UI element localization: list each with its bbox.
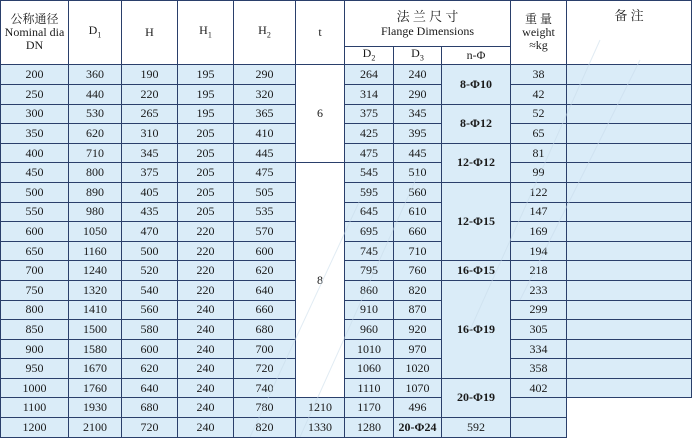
weight-cell: 402 xyxy=(511,378,567,398)
weight-cell: 218 xyxy=(511,261,567,281)
weight-cell: 169 xyxy=(511,222,567,242)
d1-cell: 890 xyxy=(69,182,122,202)
d2-header: $D_2$ xyxy=(345,47,394,65)
h-cell: 345 xyxy=(122,143,178,163)
h1-cell: 240 xyxy=(178,398,234,418)
dn-cell: 1000 xyxy=(1,378,69,398)
h2-cell: 660 xyxy=(234,300,296,320)
h1-cell: 195 xyxy=(178,65,234,85)
table-row xyxy=(1,202,692,222)
d1-cell: 2100 xyxy=(69,418,122,438)
h-cell: 435 xyxy=(122,202,178,222)
h-cell: 580 xyxy=(122,320,178,340)
d1-cell: 1160 xyxy=(69,241,122,261)
t-cell: 6 xyxy=(296,65,345,163)
d2-cell: 264 xyxy=(345,65,394,85)
dn-cell: 200 xyxy=(1,65,69,85)
remark-cell xyxy=(567,182,692,202)
weight-header xyxy=(511,1,567,65)
dn-cell: 700 xyxy=(1,261,69,281)
d3-cell: 760 xyxy=(394,261,442,281)
weight-header-cn: 重 量 xyxy=(525,12,553,27)
h1-cell: 195 xyxy=(178,104,234,124)
remark-cell xyxy=(567,104,692,124)
remark-cell xyxy=(567,143,692,163)
h-cell: 520 xyxy=(122,261,178,281)
h-cell: 470 xyxy=(122,222,178,242)
h1-cell: 205 xyxy=(178,143,234,163)
d3-cell: 970 xyxy=(394,339,442,359)
h1-cell: 205 xyxy=(178,124,234,144)
d2-cell: 1330 xyxy=(296,418,345,438)
d1-cell: 620 xyxy=(69,124,122,144)
h-cell: 540 xyxy=(122,280,178,300)
dn-cell: 800 xyxy=(1,300,69,320)
h1-cell: 220 xyxy=(178,280,234,300)
remark-cell xyxy=(567,124,692,144)
dn-cell: 350 xyxy=(1,124,69,144)
d1-cell: 800 xyxy=(69,163,122,183)
remark-cell xyxy=(567,280,692,300)
table-row xyxy=(1,300,692,320)
h2-header: $H_2$ xyxy=(234,1,296,65)
flange-header-en: Flange Dimensions xyxy=(381,24,474,38)
d3-cell: 510 xyxy=(394,163,442,183)
nphi-cell: 16-Φ15 xyxy=(442,261,511,281)
flange-header-cn: 法 兰 尺 寸 xyxy=(396,9,459,24)
table-row xyxy=(1,378,692,398)
h1-cell: 220 xyxy=(178,241,234,261)
weight-cell: 194 xyxy=(511,241,567,261)
d1-cell: 1670 xyxy=(69,359,122,379)
d2-cell: 795 xyxy=(345,261,394,281)
d3-cell: 240 xyxy=(394,65,442,85)
weight-cell: 233 xyxy=(511,280,567,300)
weight-cell: 65 xyxy=(511,124,567,144)
d1-cell: 1410 xyxy=(69,300,122,320)
h1-cell: 205 xyxy=(178,182,234,202)
header-row-1 xyxy=(1,1,692,47)
dn-cell: 950 xyxy=(1,359,69,379)
d2-cell: 475 xyxy=(345,143,394,163)
d3-cell: 610 xyxy=(394,202,442,222)
table-row xyxy=(1,320,692,340)
weight-cell: 42 xyxy=(511,84,567,104)
nphi-header: n-Φ xyxy=(442,47,511,65)
dn-cell: 250 xyxy=(1,84,69,104)
remark-cell xyxy=(567,300,692,320)
dn-cell: 400 xyxy=(1,143,69,163)
h-cell: 600 xyxy=(122,339,178,359)
h1-cell: 240 xyxy=(178,339,234,359)
h1-header: $H_1$ xyxy=(178,1,234,65)
weight-cell: 592 xyxy=(442,418,511,438)
weight-cell: 52 xyxy=(511,104,567,124)
h2-cell: 620 xyxy=(234,261,296,281)
nphi-cell: 12-Φ12 xyxy=(442,143,511,182)
dn-cell: 650 xyxy=(1,241,69,261)
table-row xyxy=(1,104,692,124)
d1-cell: 1760 xyxy=(69,378,122,398)
d1-cell: 1580 xyxy=(69,339,122,359)
weight-cell: 496 xyxy=(394,398,442,418)
d3-cell: 1070 xyxy=(394,378,442,398)
h-cell: 680 xyxy=(122,398,178,418)
h2-cell: 720 xyxy=(234,359,296,379)
d2-cell: 645 xyxy=(345,202,394,222)
table-row xyxy=(1,143,692,163)
d3-cell: 445 xyxy=(394,143,442,163)
h-header: H xyxy=(122,1,178,65)
d2-cell: 1010 xyxy=(345,339,394,359)
weight-cell: 147 xyxy=(511,202,567,222)
d2-cell: 314 xyxy=(345,84,394,104)
remark-cell xyxy=(567,222,692,242)
d1-cell: 360 xyxy=(69,65,122,85)
d1-cell: 710 xyxy=(69,143,122,163)
h2-cell: 600 xyxy=(234,241,296,261)
d3-cell: 1020 xyxy=(394,359,442,379)
h-cell: 405 xyxy=(122,182,178,202)
nphi-cell: 20-Φ24 xyxy=(394,418,442,438)
weight-header-en: weight xyxy=(522,25,555,40)
h2-cell: 365 xyxy=(234,104,296,124)
weight-cell: 99 xyxy=(511,163,567,183)
table-row xyxy=(1,182,692,202)
h2-cell: 445 xyxy=(234,143,296,163)
dn-cell: 550 xyxy=(1,202,69,222)
h-cell: 375 xyxy=(122,163,178,183)
h1-cell: 240 xyxy=(178,300,234,320)
table-row xyxy=(1,222,692,242)
remark-cell xyxy=(567,320,692,340)
d3-cell: 345 xyxy=(394,104,442,124)
h2-cell: 475 xyxy=(234,163,296,183)
h1-cell: 240 xyxy=(178,359,234,379)
d2-cell: 1210 xyxy=(296,398,345,418)
table-row xyxy=(1,65,692,85)
table-row xyxy=(1,398,692,418)
nphi-cell: 8-Φ10 xyxy=(442,65,511,104)
d3-cell: 290 xyxy=(394,84,442,104)
h1-cell: 195 xyxy=(178,84,234,104)
dn-cell: 850 xyxy=(1,320,69,340)
d3-cell: 1170 xyxy=(345,398,394,418)
h1-cell: 220 xyxy=(178,261,234,281)
d3-cell: 920 xyxy=(394,320,442,340)
d3-cell: 820 xyxy=(394,280,442,300)
weight-header-unit: ≈kg xyxy=(529,38,548,53)
dn-cell: 1200 xyxy=(1,418,69,438)
dn-header-cn: 公称通径 xyxy=(10,12,59,27)
table-row xyxy=(1,163,692,183)
h1-cell: 205 xyxy=(178,163,234,183)
h2-cell: 410 xyxy=(234,124,296,144)
remark-cell xyxy=(511,398,567,418)
d2-cell: 545 xyxy=(345,163,394,183)
d2-cell: 375 xyxy=(345,104,394,124)
table-row xyxy=(1,84,692,104)
d2-cell: 1110 xyxy=(345,378,394,398)
h2-cell: 290 xyxy=(234,65,296,85)
h-cell: 220 xyxy=(122,84,178,104)
h2-cell: 740 xyxy=(234,378,296,398)
d1-header: $D_1$ xyxy=(69,1,122,65)
h-cell: 310 xyxy=(122,124,178,144)
remark-cell xyxy=(567,202,692,222)
h-cell: 720 xyxy=(122,418,178,438)
weight-cell: 358 xyxy=(511,359,567,379)
h-cell: 190 xyxy=(122,65,178,85)
h2-cell: 820 xyxy=(234,418,296,438)
h2-cell: 700 xyxy=(234,339,296,359)
dn-cell: 500 xyxy=(1,182,69,202)
remark-cell xyxy=(567,339,692,359)
d2-cell: 960 xyxy=(345,320,394,340)
remark-cell xyxy=(567,261,692,281)
remark-cell xyxy=(567,84,692,104)
d1-cell: 1320 xyxy=(69,280,122,300)
d3-cell: 660 xyxy=(394,222,442,242)
table-body xyxy=(1,65,692,437)
d1-cell: 530 xyxy=(69,104,122,124)
table-row xyxy=(1,418,692,438)
dn-cell: 900 xyxy=(1,339,69,359)
d2-cell: 595 xyxy=(345,182,394,202)
weight-cell: 305 xyxy=(511,320,567,340)
h1-cell: 240 xyxy=(178,418,234,438)
h2-cell: 640 xyxy=(234,280,296,300)
d2-cell: 860 xyxy=(345,280,394,300)
h2-cell: 780 xyxy=(234,398,296,418)
weight-cell: 38 xyxy=(511,65,567,85)
table-row xyxy=(1,339,692,359)
dn-cell: 600 xyxy=(1,222,69,242)
d1-cell: 1500 xyxy=(69,320,122,340)
weight-cell: 334 xyxy=(511,339,567,359)
dn-header-abbr: DN xyxy=(25,38,44,53)
table-row xyxy=(1,280,692,300)
dn-cell: 450 xyxy=(1,163,69,183)
t-cell: 8 xyxy=(296,163,345,398)
h2-cell: 320 xyxy=(234,84,296,104)
h1-cell: 205 xyxy=(178,202,234,222)
d3-cell: 710 xyxy=(394,241,442,261)
weight-cell: 299 xyxy=(511,300,567,320)
dn-header-en: Nominal dia xyxy=(4,25,65,40)
dn-cell: 750 xyxy=(1,280,69,300)
d3-cell: 395 xyxy=(394,124,442,144)
dn-cell: 300 xyxy=(1,104,69,124)
remark-header: 备 注 xyxy=(567,1,692,65)
d2-cell: 910 xyxy=(345,300,394,320)
h-cell: 640 xyxy=(122,378,178,398)
remark-cell xyxy=(567,241,692,261)
d2-cell: 425 xyxy=(345,124,394,144)
d1-cell: 1240 xyxy=(69,261,122,281)
d1-cell: 1930 xyxy=(69,398,122,418)
nphi-cell: 16-Φ19 xyxy=(442,280,511,378)
h1-cell: 240 xyxy=(178,320,234,340)
nphi-cell: 20-Φ19 xyxy=(442,378,511,417)
dn-header xyxy=(1,1,69,65)
remark-cell xyxy=(511,418,567,438)
d1-cell: 980 xyxy=(69,202,122,222)
h-cell: 620 xyxy=(122,359,178,379)
remark-cell xyxy=(567,359,692,379)
table-row xyxy=(1,124,692,144)
h2-cell: 505 xyxy=(234,182,296,202)
h2-cell: 680 xyxy=(234,320,296,340)
remark-cell xyxy=(567,378,692,398)
weight-cell: 81 xyxy=(511,143,567,163)
dn-cell: 1100 xyxy=(1,398,69,418)
t-header: t xyxy=(296,1,345,65)
d2-cell: 1060 xyxy=(345,359,394,379)
d3-header: $D_3$ xyxy=(394,47,442,65)
d2-cell: 695 xyxy=(345,222,394,242)
h-cell: 500 xyxy=(122,241,178,261)
h2-cell: 535 xyxy=(234,202,296,222)
nphi-cell: 8-Φ12 xyxy=(442,104,511,143)
table-row xyxy=(1,359,692,379)
d3-cell: 560 xyxy=(394,182,442,202)
nphi-cell: 12-Φ15 xyxy=(442,182,511,260)
h1-cell: 220 xyxy=(178,222,234,242)
d3-cell: 1280 xyxy=(345,418,394,438)
d2-cell: 745 xyxy=(345,241,394,261)
h-cell: 560 xyxy=(122,300,178,320)
d3-cell: 870 xyxy=(394,300,442,320)
d1-cell: 440 xyxy=(69,84,122,104)
h2-cell: 570 xyxy=(234,222,296,242)
weight-cell: 122 xyxy=(511,182,567,202)
table-row xyxy=(1,241,692,261)
h-cell: 265 xyxy=(122,104,178,124)
flange-dimensions-header xyxy=(345,1,511,47)
h1-cell: 240 xyxy=(178,378,234,398)
remark-cell xyxy=(567,163,692,183)
d1-cell: 1050 xyxy=(69,222,122,242)
table-row xyxy=(1,261,692,281)
remark-cell xyxy=(567,65,692,85)
